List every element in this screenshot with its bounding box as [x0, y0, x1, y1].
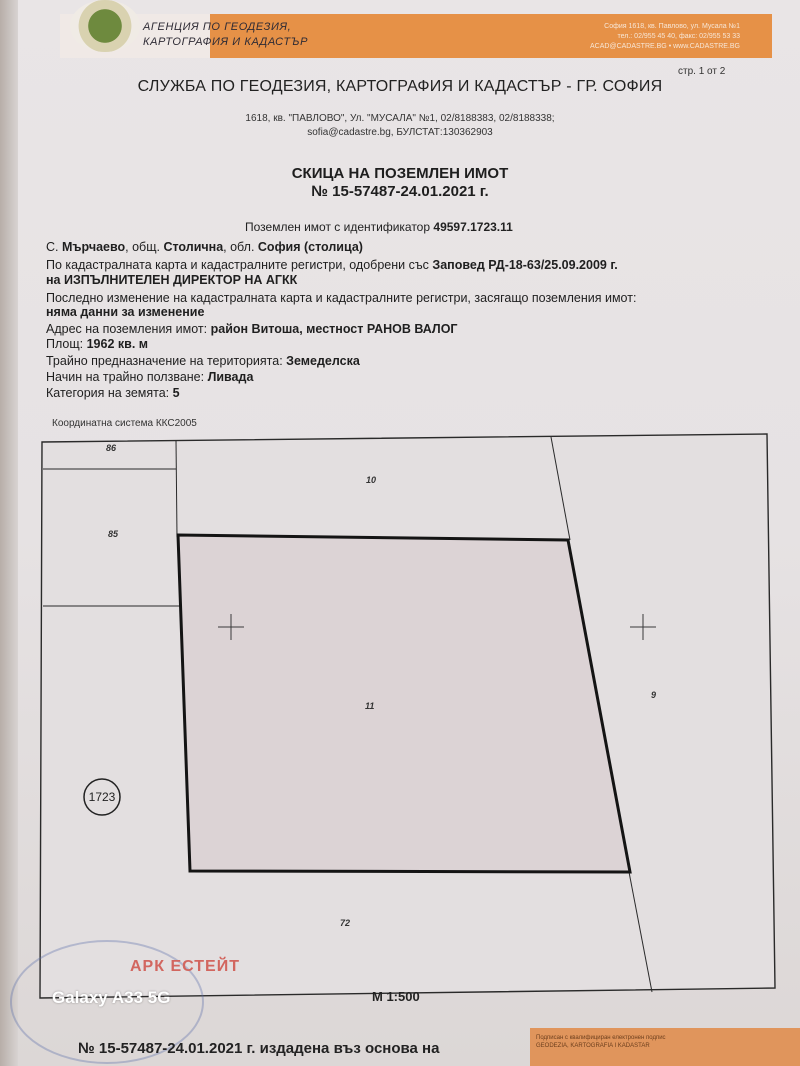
parcel-85-label: 85: [108, 529, 119, 539]
last-change-label: Последно изменение на кадастралната карта и кадастралните регистри, засягащо поземления имот:: [46, 291, 637, 305]
footer-small-line-2: GEODEZIA, KARTOGRAFIA I KADASTAR: [536, 1043, 650, 1049]
village: Мърчаево: [61, 240, 126, 254]
parcel-72-label: 72: [340, 918, 351, 928]
page-number: стр. 1 от 2: [678, 66, 726, 77]
approval-by: ИЗПЪЛНИТЕЛЕН ДИРЕКТОР НА АГКК: [63, 273, 298, 287]
last-change-value: няма данни за изменение: [46, 305, 205, 319]
document-title: СКИЦА НА ПОЗЕМЛЕН ИМОТ: [291, 165, 509, 182]
agency-line-1: АГЕНЦИЯ ПО ГЕОДЕЗИЯ,: [143, 21, 292, 33]
approval-order: Заповед РД-18-63/25.09.2009 г.: [432, 258, 618, 272]
footer-text: № 15-57487-24.01.2021 г. издадена въз основа на: [78, 1040, 440, 1057]
footer-small-line-1: Подписан с квалифициран електронен подпис: [536, 1035, 666, 1041]
region: София (столица): [257, 240, 363, 254]
area-value: 1962 кв. м: [86, 337, 149, 351]
address-label: Адрес на поземления имот:: [46, 322, 211, 336]
contact-line-2: тел.: 02/955 45 40, факс: 02/955 53 33: [617, 33, 740, 40]
agency-line-2: КАРТОГРАФИЯ И КАДАСТЪР: [143, 36, 309, 48]
block-number-label: 1723: [88, 790, 116, 804]
footer-signature-note: [536, 1034, 666, 1050]
device-watermark: Galaxy A33 5G: [52, 988, 171, 1007]
identifier-value: 49597.1723.11: [433, 220, 513, 234]
municipality-prefix: , общ.: [125, 240, 164, 254]
contact-line-3: ACAD@CADASTRE.BG • www.CADASTRE.BG: [590, 43, 740, 50]
contact-line-1: София 1618, кв. Павлово, ул. Мусала №1: [604, 23, 740, 30]
region-prefix: , обл.: [223, 240, 258, 254]
parcel-11-outline: [178, 535, 630, 872]
identifier-label: Поземлен имот с идентификатор: [245, 220, 431, 234]
category-label: Категория на земята:: [46, 386, 173, 400]
office-name: СЛУЖБА ПО ГЕОДЕЗИЯ, КАРТОГРАФИЯ И КАДАСТЪР - ГР. СОФИЯ: [137, 78, 663, 95]
coordinate-system: Координатна система ККС2005: [52, 418, 197, 429]
approval-text: По кадастралната карта и кадастралните регистри, одобрени със: [46, 258, 433, 272]
address-value: район Витоша, местност РАНОВ ВАЛОГ: [210, 322, 458, 336]
village-prefix: С.: [46, 240, 62, 254]
parcel-10-label: 10: [366, 475, 377, 485]
purpose-value: Земеделска: [286, 354, 360, 368]
parcel-9-label: 9: [651, 690, 657, 700]
category-value: 5: [172, 386, 180, 400]
usage-label: Начин на трайно ползване:: [46, 370, 208, 384]
area-label: Площ:: [46, 337, 87, 351]
parcel-11-label: 11: [365, 701, 375, 711]
purpose-label: Трайно предназначение на територията:: [46, 354, 287, 368]
office-email-bulstat: sofia@cadastre.bg, БУЛСТАТ:130362903: [307, 127, 493, 138]
parcel-86-label: 86: [106, 443, 117, 453]
municipality: Столична: [163, 240, 224, 254]
watermark-text: АРК ЕСТЕЙТ: [130, 958, 240, 975]
document-number: № 15-57487-24.01.2021 г.: [311, 183, 489, 200]
approval-by-prefix: на: [46, 273, 64, 287]
usage-value: Ливада: [207, 370, 254, 384]
office-address: 1618, кв. "ПАВЛОВО", Ул. "МУСАЛА" №1, 02/8188383, 02/8188338;: [245, 113, 555, 124]
map-scale: М 1:500: [372, 989, 420, 1004]
